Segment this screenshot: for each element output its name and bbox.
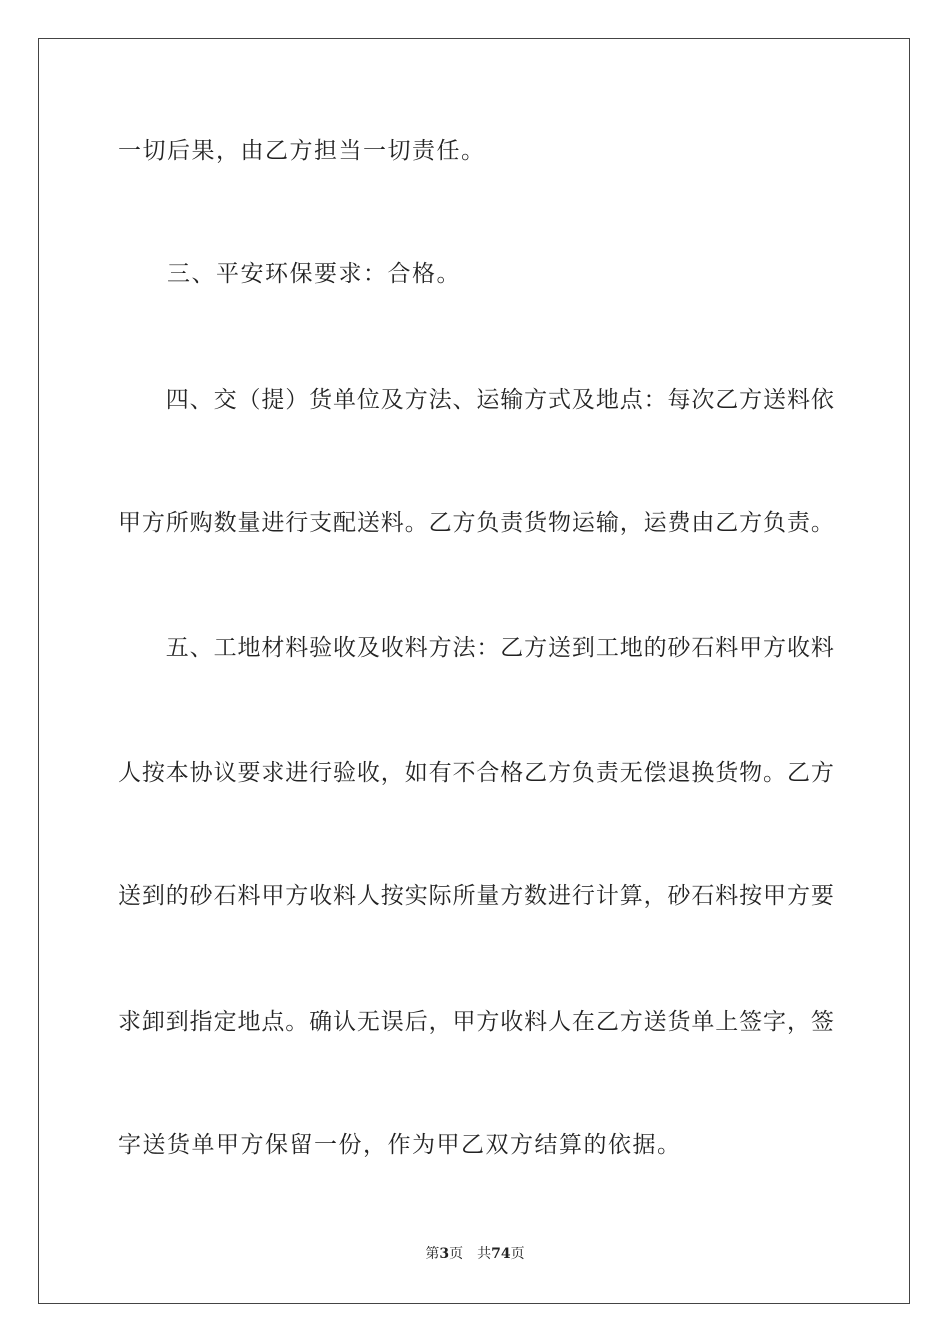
- footer-total-prefix: 共: [477, 1246, 492, 1262]
- paragraph-line-4: 甲 方 所 购 数 量 进 行 支 配 送 料 。 乙 方 负 责 货 物 运 输 ， 运 费 由 乙 方 负 责 。: [118, 510, 834, 536]
- footer-page-number: 3: [439, 1246, 450, 1262]
- paragraph-line-9: 字送货单甲方保留一份，作为甲乙双方结算的依据。: [118, 1132, 682, 1158]
- paragraph-line-7: 送 到 的 砂 石 料 甲 方 收 料 人 按 实 际 所 量 方 数 进 行 计 算 ， 砂 石 料 按 甲 方 要: [118, 883, 834, 909]
- paragraph-line-8: 求 卸 到 指 定 地 点 。 确 认 无 误 后 ， 甲 方 收 料 人 在 乙 方 送 货 单 上 签 字 ， 签: [118, 1009, 834, 1035]
- footer-total-pages: 74: [491, 1246, 511, 1262]
- page-border: [38, 38, 910, 1304]
- paragraph-line-2: 三、平安环保要求：合格。: [118, 261, 461, 287]
- paragraph-line-6: 人 按 本 协 议 要 求 进 行 验 收 ， 如 有 不 合 格 乙 方 负 责 无 偿 退 换 货 物 。 乙 方: [118, 760, 834, 786]
- paragraph-line-5: 五 、 工 地 材 料 验 收 及 收 料 方 法 ： 乙 方 送 到 工 地 的 砂 石 料 甲 方 收 料: [165, 635, 834, 661]
- footer-total-suffix: 页: [510, 1246, 525, 1262]
- paragraph-line-1: 一切后果，由乙方担当一切责任。: [118, 138, 486, 164]
- paragraph-line-3: 四 、 交 （ 提 ） 货 单 位 及 方 法 、 运 输 方 式 及 地 点 ： 每 次 乙 方 送 料 依: [165, 387, 834, 413]
- footer-page-suffix: 页: [449, 1246, 464, 1262]
- footer-page-prefix: 第: [425, 1246, 440, 1262]
- page-footer: [0, 1245, 950, 1263]
